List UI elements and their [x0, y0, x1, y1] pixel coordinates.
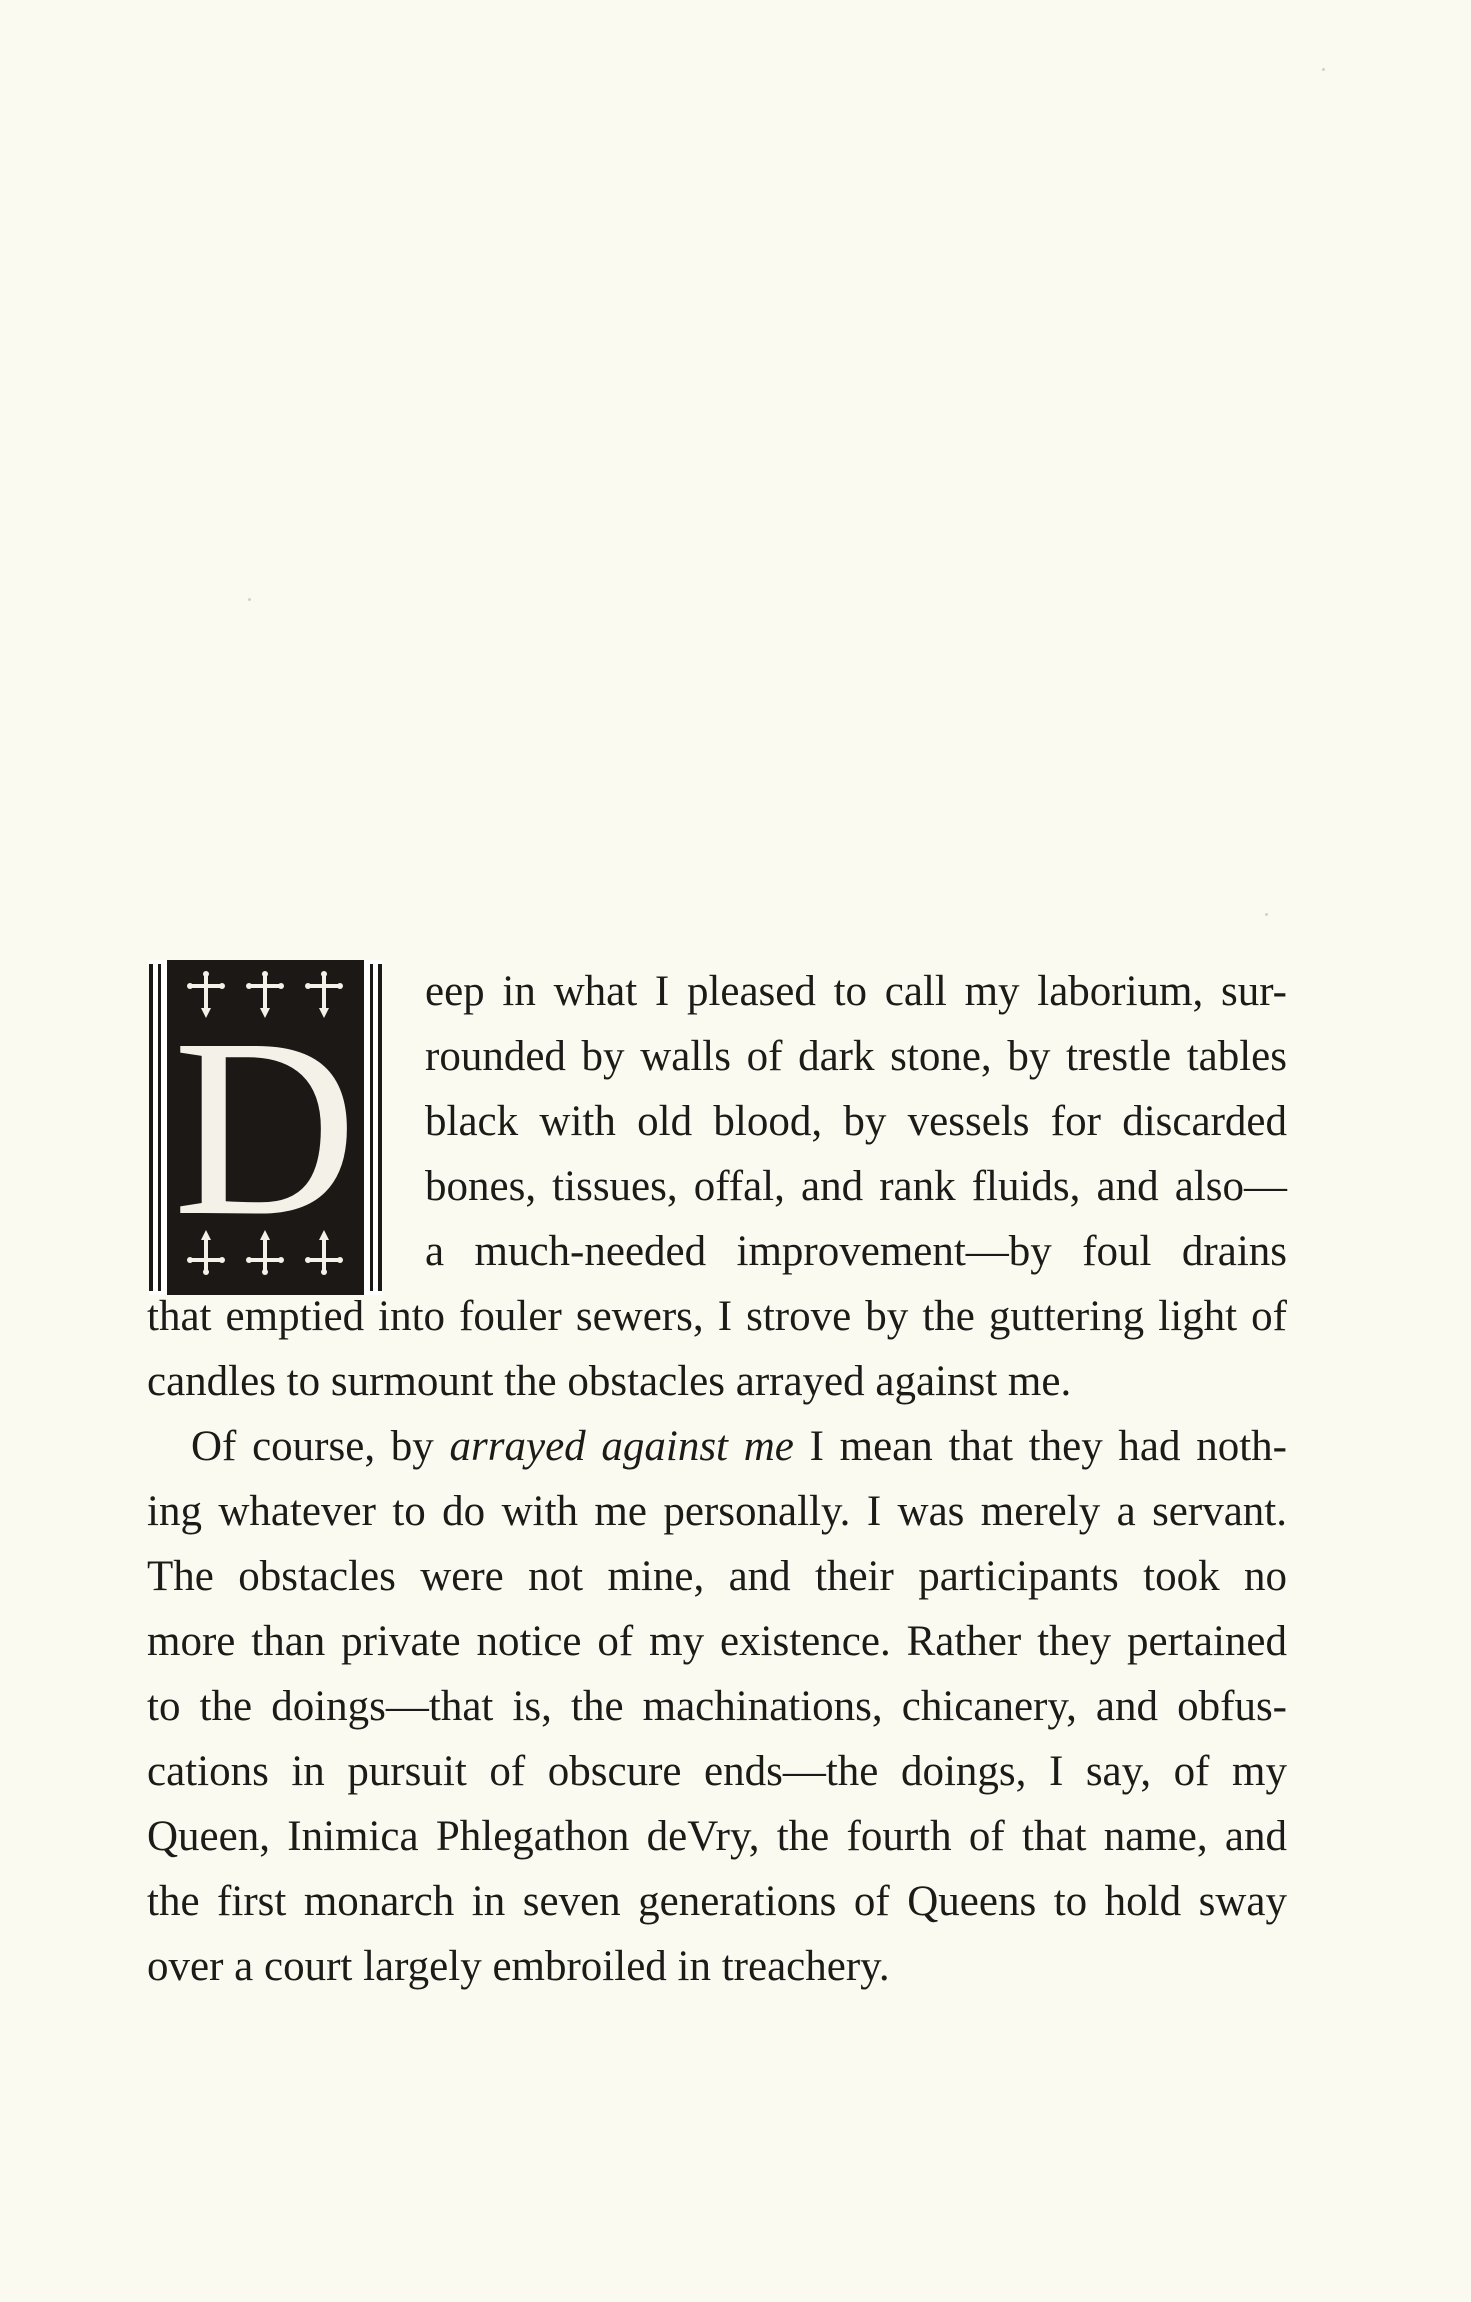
paragraph-line: a much-needed improvement—by foul drains [425, 1228, 1287, 1275]
paper-speck [248, 598, 251, 601]
frame-rule [370, 964, 373, 1291]
paragraph-line: bones, tissues, offal, and rank fluids, and also— [425, 1163, 1287, 1210]
paper-speck [1265, 913, 1268, 916]
frame-rule [378, 964, 382, 1291]
line-text: Of course, by [191, 1423, 450, 1470]
paragraph-line: ing whatever to do with me personally. I was merely a servant. [147, 1488, 1287, 1535]
paragraph-line: more than private notice of my existence. Rather they pertained [147, 1618, 1287, 1665]
paragraph-line: candles to surmount the obstacles arrayed against me. [147, 1358, 1072, 1405]
paragraph-line: Queen, Inimica Phlegathon deVry, the fourth of that name, and [147, 1813, 1287, 1860]
paragraph-first-line [191, 1415, 1287, 1479]
frame-rule [149, 964, 153, 1291]
frame-rule [158, 964, 161, 1291]
paragraph-line: to the doings—that is, the machinations, chicanery, and obfus- [147, 1683, 1287, 1730]
paragraph-line: the first monarch in seven generations of Queens to hold sway [147, 1878, 1287, 1925]
paragraph-line: black with old blood, by vessels for discarded [425, 1098, 1287, 1145]
paragraph-line: rounded by walls of dark stone, by trestle tables [425, 1033, 1287, 1080]
line-text: I mean that they had noth- [793, 1423, 1287, 1470]
paragraph-line: eep in what I pleased to call my laborium, sur- [425, 968, 1287, 1015]
paragraph-line: The obstacles were not mine, and their participants took no [147, 1553, 1287, 1600]
paragraph-line: that emptied into fouler sewers, I strove by the guttering light of [147, 1293, 1287, 1340]
paragraph-line: cations in pursuit of obscure ends—the doings, I say, of my [147, 1748, 1287, 1795]
paper-speck [1322, 68, 1325, 71]
drop-cap-ornament [149, 960, 382, 1295]
paragraph-line: over a court largely embroiled in treachery. [147, 1943, 890, 1990]
italic-phrase: arrayed against me [449, 1423, 794, 1470]
drop-cap-letter: D [172, 987, 358, 1269]
